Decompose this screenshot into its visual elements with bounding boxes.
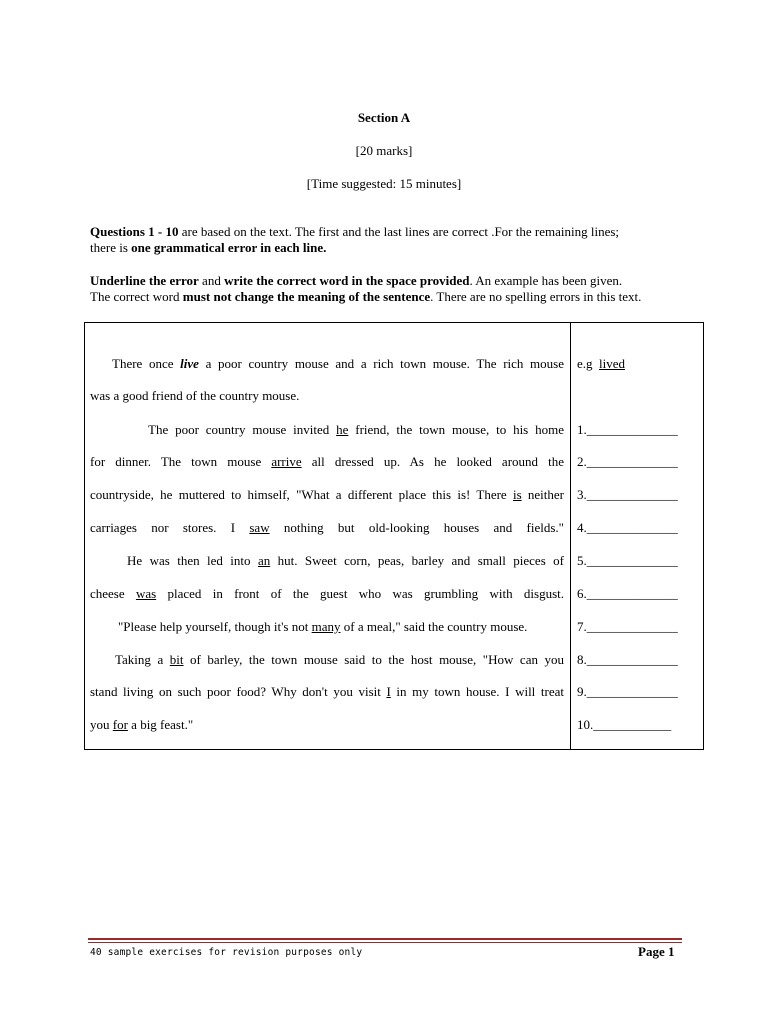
time-suggested: [Time suggested: 15 minutes]: [306, 176, 462, 191]
error-word: he: [336, 422, 349, 437]
page-number: Page 1: [638, 944, 675, 959]
footer-rule-thin: [88, 942, 682, 943]
marks-label: [20 marks]: [355, 143, 413, 158]
instructions-paragraph-2: Underline the error and write the correct word in the space provided. An example has been given. The correct word must not change the meaning of the sentence. There are no spelling errors in this text.: [90, 273, 642, 304]
example-answer-word: lived: [599, 356, 626, 371]
instructions-paragraph-1: Questions 1 - 10 are based on the text. The first and the last lines are correct .For the remaining lines; there is one grammatical error in each line.: [90, 224, 620, 255]
instr-bold: Questions 1 - 10: [90, 224, 179, 239]
example-error-word: live: [180, 356, 199, 371]
error-word: is: [512, 487, 522, 502]
answer-blank-7[interactable]: 7.______________: [577, 619, 678, 634]
passage-line-4: carriages nor stores. I saw nothing but old-looking houses and fields.": [90, 520, 564, 535]
footer-rule: [88, 938, 682, 940]
passage-line-example: There once live a poor country mouse and a rich town mouse. The rich mouse: [112, 356, 564, 371]
answer-blank-10[interactable]: 10.____________: [577, 717, 672, 732]
error-word: was: [135, 586, 157, 601]
passage-line-8: Taking a bit of barley, the town mouse said to the host mouse, "How can you: [115, 652, 565, 667]
answer-blank-2[interactable]: 2.______________: [577, 454, 678, 469]
error-word: an: [257, 553, 271, 568]
passage-line: was a good friend of the country mouse.: [90, 388, 300, 403]
error-word: saw: [249, 520, 270, 535]
error-word: I: [386, 684, 391, 699]
answer-blank-8[interactable]: 8.______________: [577, 652, 678, 667]
section-title: Section A: [357, 110, 411, 125]
passage-line-1: The poor country mouse invited he friend, the town mouse, to his home: [148, 422, 564, 437]
error-word: many: [311, 619, 341, 634]
error-word: bit: [169, 652, 184, 667]
answer-blank-5[interactable]: 5.______________: [577, 553, 678, 568]
passage-line-10: you for a big feast.": [90, 717, 194, 732]
passage-line-6: cheese was placed in front of the guest who was grumbling with disgust.: [90, 586, 564, 601]
column-divider: [570, 322, 571, 750]
instr-bold: one grammatical error in each line.: [131, 240, 327, 255]
passage-line-7: "Please help yourself, though it's not many of a meal," said the country mouse.: [118, 619, 528, 634]
passage-line-2: for dinner. The town mouse arrive all dressed up. As he looked around the: [90, 454, 564, 469]
footer-note: 40 sample exercises for revision purposes only: [90, 947, 363, 958]
answer-example: e.g lived: [577, 356, 626, 371]
answer-blank-6[interactable]: 6.______________: [577, 586, 678, 601]
error-word: for: [112, 717, 128, 732]
answer-blank-4[interactable]: 4.______________: [577, 520, 678, 535]
passage-line-5: He was then led into an hut. Sweet corn, peas, barley and small pieces of: [127, 553, 564, 568]
answer-blank-3[interactable]: 3.______________: [577, 487, 678, 502]
passage-line-9: stand living on such poor food? Why don't you visit I in my town house. I will treat: [90, 684, 564, 699]
answer-blank-1[interactable]: 1.______________: [577, 422, 678, 437]
passage-line-3: countryside, he muttered to himself, "What a different place this is! There is neither: [90, 487, 565, 502]
answer-blank-9[interactable]: 9.______________: [577, 684, 678, 699]
error-word: arrive: [271, 454, 302, 469]
